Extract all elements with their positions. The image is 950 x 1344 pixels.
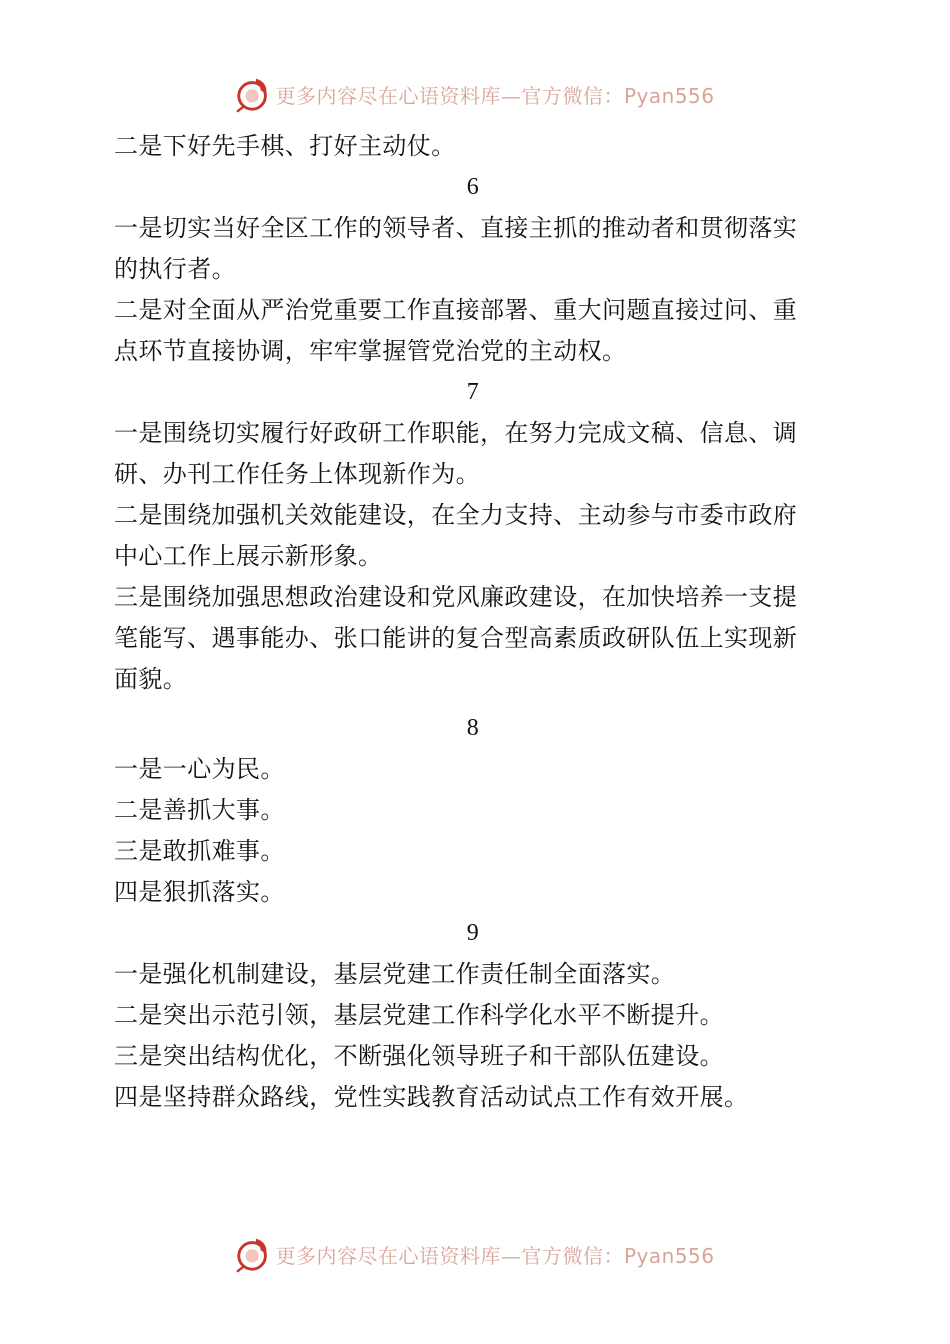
footer-watermark [0, 1232, 950, 1276]
watermark-logo-icon [235, 75, 273, 113]
paragraph-line: 一是围绕切实履行好政研工作职能，在努力完成文稿、信息、调 [114, 419, 798, 447]
section-number: 9 [466, 920, 480, 946]
paragraph-line: 的执行者。 [114, 255, 236, 283]
paragraph-line: 研、办刊工作任务上体现新作为。 [114, 460, 480, 488]
section-number: 7 [466, 379, 480, 405]
paragraph-line: 二是突出示范引领，基层党建工作科学化水平不断提升。 [114, 1001, 724, 1029]
watermark-wechat-id: Pyan556 [623, 83, 715, 108]
paragraph-line: 中心工作上展示新形象。 [114, 542, 383, 570]
paragraph-line: 面貌。 [114, 665, 188, 693]
watermark-text: 更多内容尽在心语资料库—官方微信：Pyan556 [275, 83, 715, 108]
paragraph-line: 一是强化机制建设，基层党建工作责任制全面落实。 [114, 960, 676, 988]
paragraph-line: 四是狠抓落实。 [114, 878, 285, 906]
paragraph-line: 一是切实当好全区工作的领导者、直接主抓的推动者和贯彻落实 [114, 214, 798, 242]
paragraph-line: 二是善抓大事。 [114, 796, 285, 824]
document-body [114, 126, 832, 1118]
paragraph-line: 二是围绕加强机关效能建设，在全力支持、主动参与市委市政府 [114, 501, 798, 529]
paragraph-line: 笔能写、遇事能办、张口能讲的复合型高素质政研队伍上实现新 [114, 624, 798, 652]
paragraph-line: 二是对全面从严治党重要工作直接部署、重大问题直接过问、重 [114, 296, 798, 324]
watermark-text: 更多内容尽在心语资料库—官方微信：Pyan556 [275, 1243, 715, 1268]
paragraph-line: 三是敢抓难事。 [114, 837, 285, 865]
header-watermark [0, 72, 950, 116]
paragraph-line: 点环节直接协调，牢牢掌握管党治党的主动权。 [114, 337, 627, 365]
paragraph-line: 四是坚持群众路线，党性实践教育活动试点工作有效开展。 [114, 1083, 749, 1111]
watermark-logo-icon [235, 1235, 273, 1273]
watermark-wechat-id: Pyan556 [623, 1243, 715, 1268]
paragraph-line: 一是一心为民。 [114, 755, 285, 783]
section-number: 8 [466, 715, 480, 741]
section-number: 6 [466, 174, 480, 200]
paragraph-line: 三是突出结构优化，不断强化领导班子和干部队伍建设。 [114, 1042, 724, 1070]
spacer [114, 700, 832, 708]
paragraph-line: 二是下好先手棋、打好主动仗。 [114, 132, 456, 160]
paragraph-line: 三是围绕加强思想政治建设和党风廉政建设，在加快培养一支提 [114, 583, 798, 611]
